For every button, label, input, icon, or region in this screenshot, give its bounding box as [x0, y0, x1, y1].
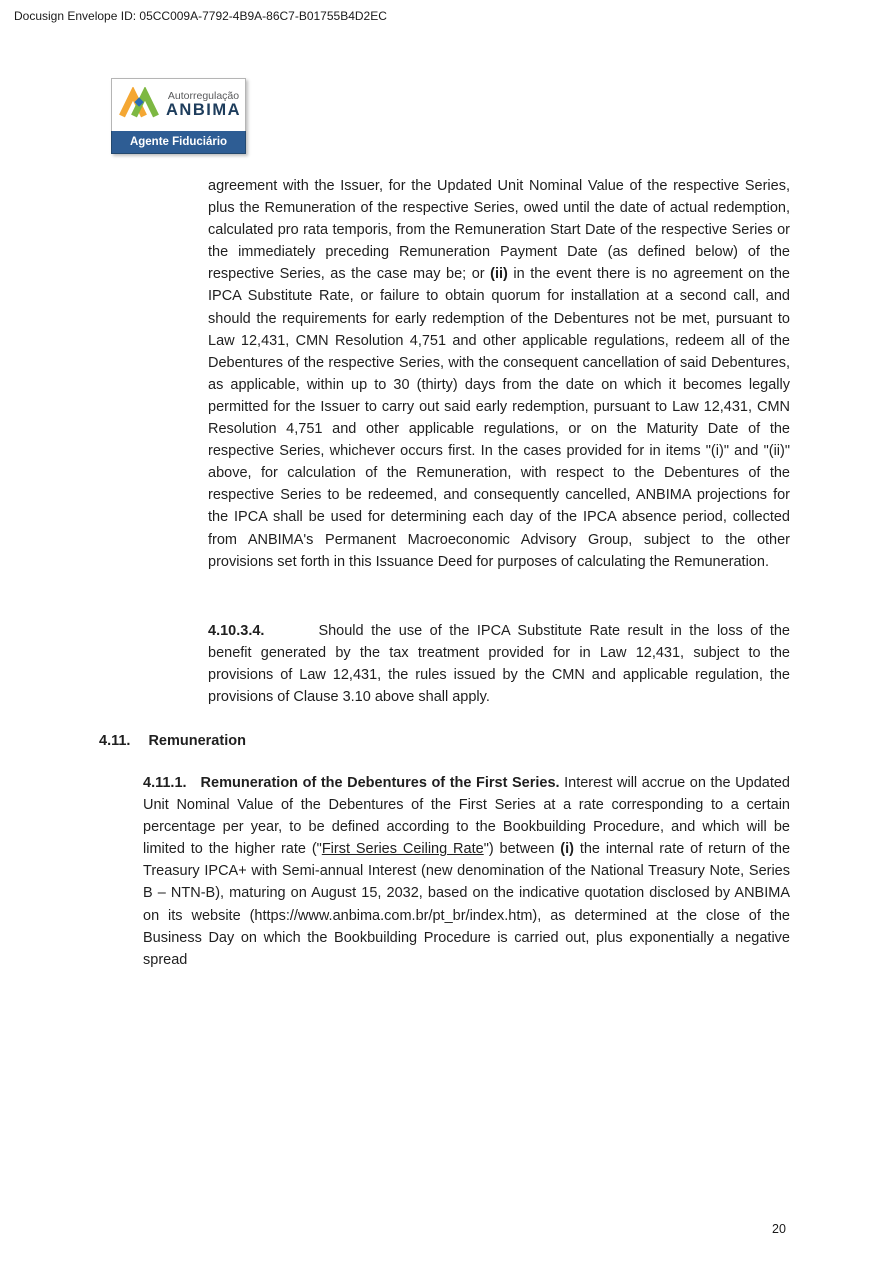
anbima-logo-icon [119, 87, 159, 124]
anbima-badge-banner [111, 131, 246, 154]
heading-4-11-remuneration: 4.11. Remuneration [99, 733, 246, 749]
agente-fiduciario-label: Agente Fiduciário [129, 136, 228, 148]
clause-4-11-1: 4.11.1. Remuneration of the Debentures of the First Series. Interest will accrue on the Updated Unit Nominal Value of the Debentures of the First Series at a rate corresponding to a certain percentage per year, to be defined according to the Bookbuilding Procedure, and which will be limited to the higher rate ("First Series Ceiling Rate") between (i) the internal rate of return of the Treasury IPCA+ with Semi-annual Interest (new denomination of the National Treasury Note, Series B – NTN-B), maturing on August 15, 2032, based on the indicative quotation disclosed by ANBIMA on its website (https://www.anbima.com.br/pt_br/index.htm), as determined at the close of the Business Day on which the Bookbuilding Procedure is carried out, plus exponentially a negative spread [143, 775, 791, 968]
anbima-tagline: Autorregulação [167, 89, 240, 102]
anbima-brand-name: ANBIMA [166, 100, 241, 119]
paragraph-continuation: agreement with the Issuer, for the Updated Unit Nominal Value of the respective Series, plus the Remuneration of the respective Series, owed until the date of actual redemption, calculated pro rata temporis, from the Remuneration Start Date of the respective Series or the immediately preceding Remuneration Payment Date (as defined below) of the respective Series, as the case may be; or (ii) in the event there is no agreement on the IPCA Substitute Rate, or failure to obtain quorum for installation at a second call, and should the requirements for early redemption of the Debentures not be met, pursuant to Law 12,431, CMN Resolution 4,751 and other applicable regulations, redeem all of the Debentures of the respective Series, with the consequent cancellation of said Debentures, as applicable, within up to 30 (thirty) days from the date on which it becomes legally permitted for the Issuer to carry out said early redemption, pursuant to Law 12,431, CMN Resolution 4,751 and other applicable regulations, or on the Maturity Date of the respective Series, whichever occurs first. In the cases provided for in items "(i)" and "(ii)" above, for calculation of the Remuneration, with respect to the Debentures of the respective Series to be redeemed, and consequently cancelled, ANBIMA projections for the IPCA shall be used for determining each day of the IPCA absence period, collected from ANBIMA's Permanent Macroeconomic Advisory Group, subject to the other provisions set forth in this Issuance Deed for purposes of calculating the Remuneration. [208, 178, 790, 570]
anbima-badge-texts [166, 91, 241, 119]
anbima-badge-top [111, 78, 246, 131]
page-number: 20 [772, 1222, 786, 1236]
clause-4-10-3-4: 4.10.3.4. Should the use of the IPCA Substitute Rate result in the loss of the benefit generated by the tax treatment provided for in Law 12,431, subject to the provisions of Law 12,431, the rules issued by the CMN and applicable regulation, the provisions of Clause 3.10 above shall apply. [208, 623, 790, 706]
anbima-certification-badge [111, 78, 246, 154]
docusign-envelope-id: Docusign Envelope ID: 05CC009A-7792-4B9A-86C7-B01755B4D2EC [14, 9, 387, 23]
